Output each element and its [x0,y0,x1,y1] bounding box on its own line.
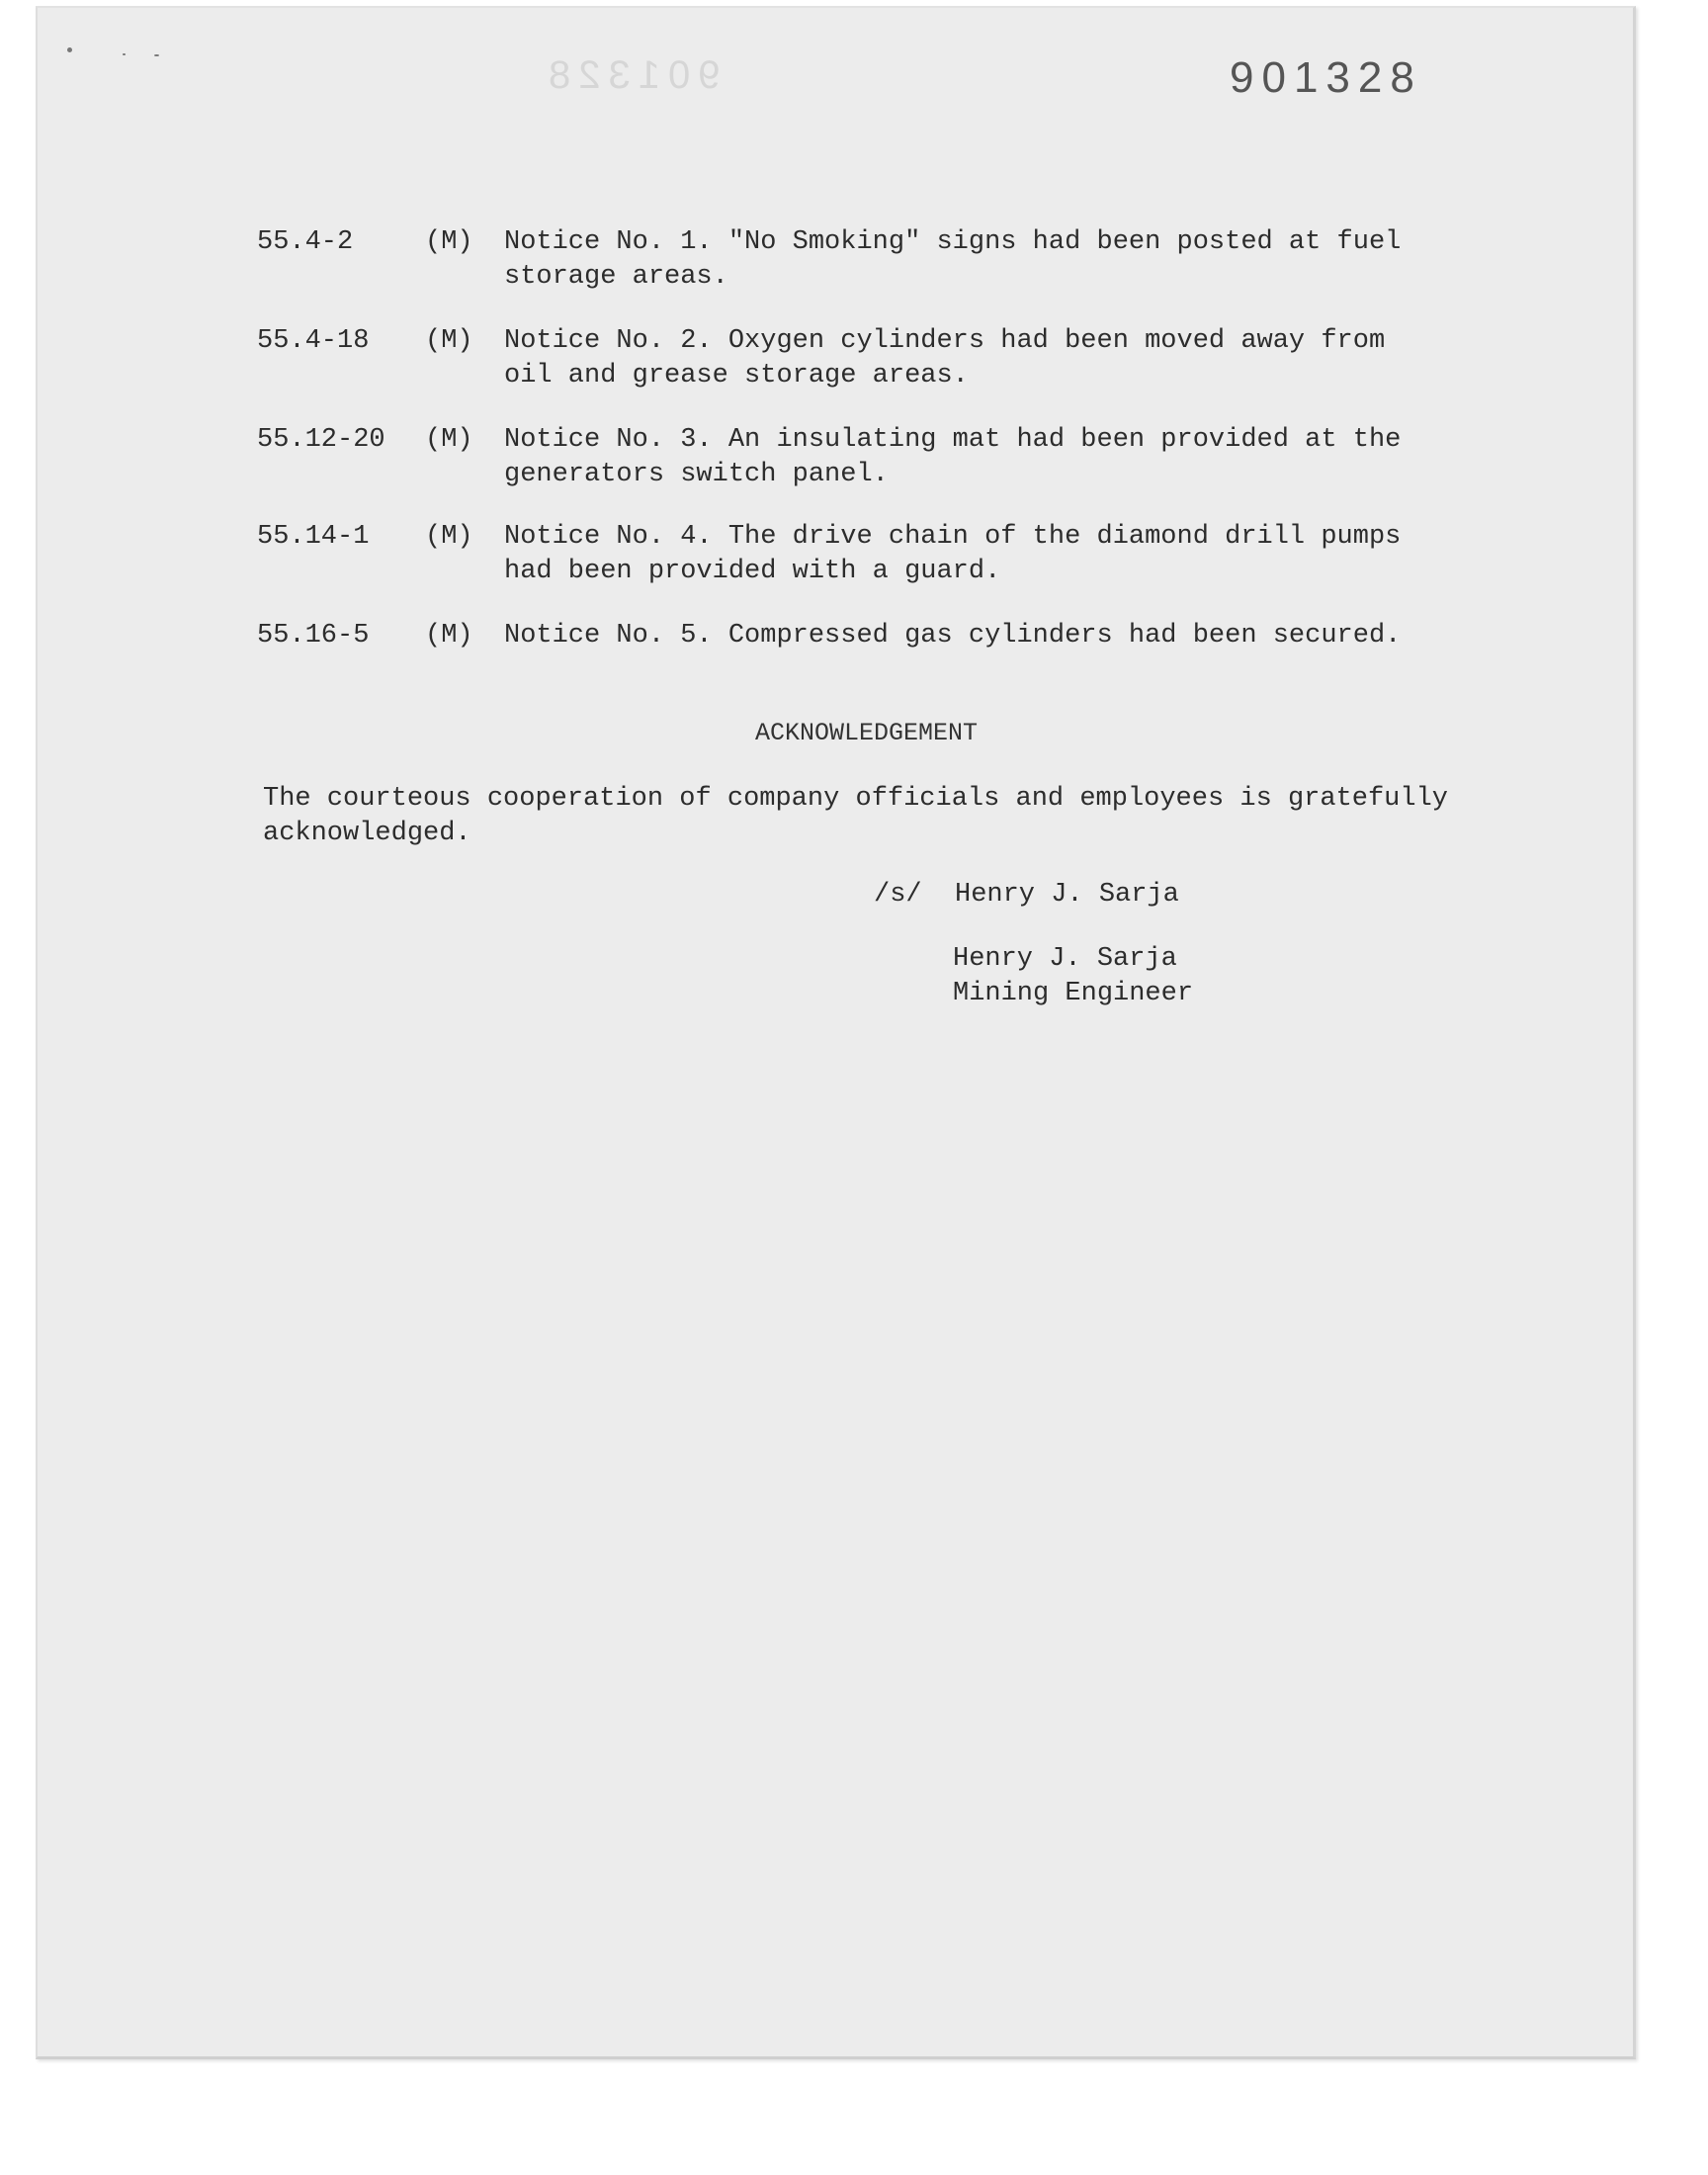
acknowledgement-heading: ACKNOWLEDGEMENT [755,719,979,747]
bleed-through-number: 901328 [541,53,721,97]
notice-code: 55.12-20 [257,425,385,455]
acknowledgement-body: The courteous cooperation of company officials and employees is gratefully acknowledged. [263,784,1448,848]
notice-code: 55.16-5 [257,621,370,651]
scan-speck [123,53,126,55]
notice-code: 55.14-1 [257,522,370,552]
notice-category: (M) [425,227,473,257]
notice-text: Notice No. 3. An insulating mat had been provided at the generators switch panel. [504,425,1402,489]
notice-category: (M) [425,522,473,552]
notice-category: (M) [425,326,473,356]
scan-speck [154,54,159,56]
notice-text: Notice No. 4. The drive chain of the diamond drill pumps had been provided with a guard. [504,522,1402,586]
notice-text: Notice No. 1. "No Smoking" signs had been posted at fuel storage areas. [504,227,1402,292]
scan-speck [67,47,72,52]
signature-block [953,942,1193,1011]
notice-code: 55.4-18 [257,326,370,356]
document-page [36,6,1636,2059]
notice-code: 55.4-2 [257,227,354,257]
notice-text: Notice No. 5. Compressed gas cylinders had been secured. [504,621,1402,651]
signature-prefix: /s/ [874,880,922,910]
signer-name: Henry J. Sarja [953,944,1177,974]
signed-name: Henry J. Sarja [955,880,1179,910]
notice-category: (M) [425,425,473,455]
document-number: 901328 [1230,53,1422,102]
signer-title: Mining Engineer [953,979,1194,1008]
notice-text: Notice No. 2. Oxygen cylinders had been moved away from oil and grease storage areas. [504,326,1386,391]
notice-category: (M) [425,621,473,651]
